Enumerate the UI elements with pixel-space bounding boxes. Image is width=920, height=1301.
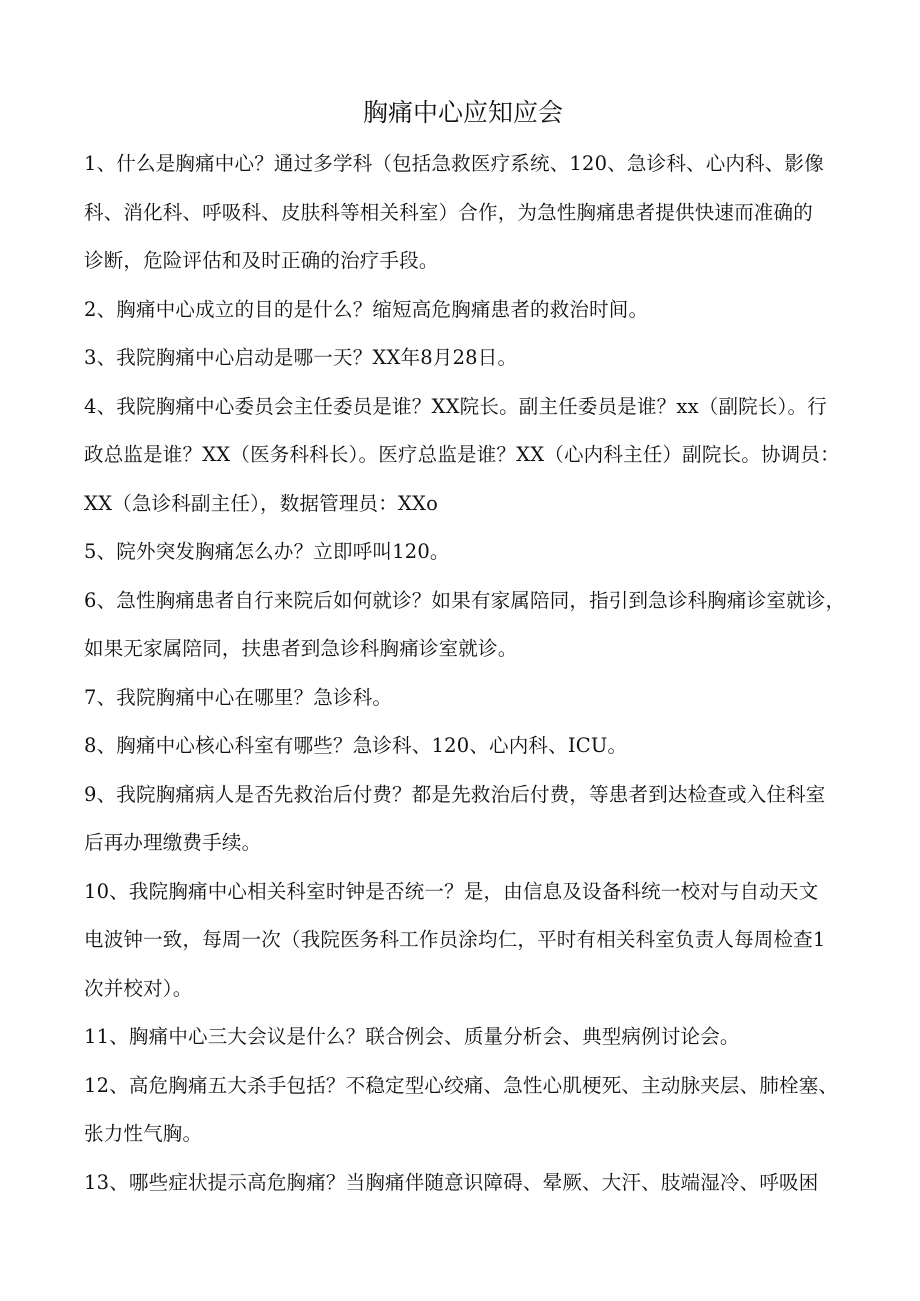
qa-paragraph <box>84 1062 842 1159</box>
qa-paragraph <box>84 528 842 577</box>
text-line: 5、院外突发胸痛怎么办？立即呼叫120。 <box>84 540 450 563</box>
qa-paragraph <box>84 1013 842 1062</box>
text-line: 电波钟一致，每周一次（我院医务科工作员涂均仁，平时有相关科室负责人每周检查1 <box>84 928 826 951</box>
text-line: 张力性气胸。 <box>84 1122 203 1145</box>
text-line: 10、我院胸痛中心相关科室时钟是否统一？是，由信息及设备科统一校对与自动天文 <box>84 879 819 903</box>
text-line: 政总监是谁？XX（医务科科长）。医疗总监是谁？XX（心内科主任）副院长。协调员： <box>84 443 840 466</box>
text-line: 次并校对）。 <box>84 976 193 1000</box>
qa-paragraph <box>84 1159 842 1208</box>
text-line: 11、胸痛中心三大会议是什么？联合例会、质量分析会、典型病例讨论会。 <box>84 1025 740 1048</box>
qa-paragraph <box>84 674 842 723</box>
qa-paragraph <box>84 771 842 868</box>
qa-paragraph <box>84 140 842 286</box>
text-line: 13、哪些症状提示高危胸痛？当胸痛伴随意识障碍、晕厥、大汗、肢端湿冷、呼吸困 <box>84 1170 819 1194</box>
text-line: 如果无家属陪同，扶患者到急诊科胸痛诊室就诊。 <box>84 637 518 660</box>
qa-paragraph <box>84 722 842 771</box>
text-line: 7、我院胸痛中心在哪里？急诊科。 <box>84 685 393 709</box>
qa-paragraph <box>84 334 842 383</box>
qa-paragraph <box>84 577 846 674</box>
qa-paragraph <box>84 383 842 529</box>
document-page <box>84 88 846 1207</box>
text-line: 3、我院胸痛中心启动是哪一天？XX年8月28日。 <box>84 346 518 369</box>
document-body <box>84 140 846 1207</box>
qa-paragraph <box>84 286 842 335</box>
text-line: 4、我院胸痛中心委员会主任委员是谁？XX院长。副主任委员是谁？xx（副院长）。行 <box>84 394 827 418</box>
text-line: 6、急性胸痛患者自行来院后如何就诊？如果有家属陪同，指引到急诊科胸痛诊室就诊， <box>84 588 846 612</box>
document-title: 胸痛中心应知应会 <box>362 98 563 127</box>
text-line: 1、什么是胸痛中心？通过多学科（包括急救医疗系统、120、急诊科、心内科、影像 <box>84 152 824 175</box>
text-line: 8、胸痛中心核心科室有哪些？急诊科、120、心内科、ICU。 <box>84 734 628 757</box>
text-line: 科、消化科、呼吸科、皮肤科等相关科室）合作，为急性胸痛患者提供快速而准确的 <box>84 200 813 224</box>
text-line: 后再办理缴费手续。 <box>84 831 262 854</box>
qa-paragraph <box>84 868 842 1014</box>
text-line: 12、高危胸痛五大杀手包括？不稳定型心绞痛、急性心肌梗死、主动脉夹层、肺栓塞、 <box>84 1073 839 1097</box>
text-line: 9、我院胸痛病人是否先救治后付费？都是先救治后付费，等患者到达检查或入住科室 <box>84 782 826 806</box>
text-line: 诊断，危险评估和及时正确的治疗手段。 <box>84 249 439 272</box>
text-line: 2、胸痛中心成立的目的是什么？缩短高危胸痛患者的救治时间。 <box>84 297 649 321</box>
text-line: XX（急诊科副主任），数据管理员：XXo <box>84 491 439 515</box>
